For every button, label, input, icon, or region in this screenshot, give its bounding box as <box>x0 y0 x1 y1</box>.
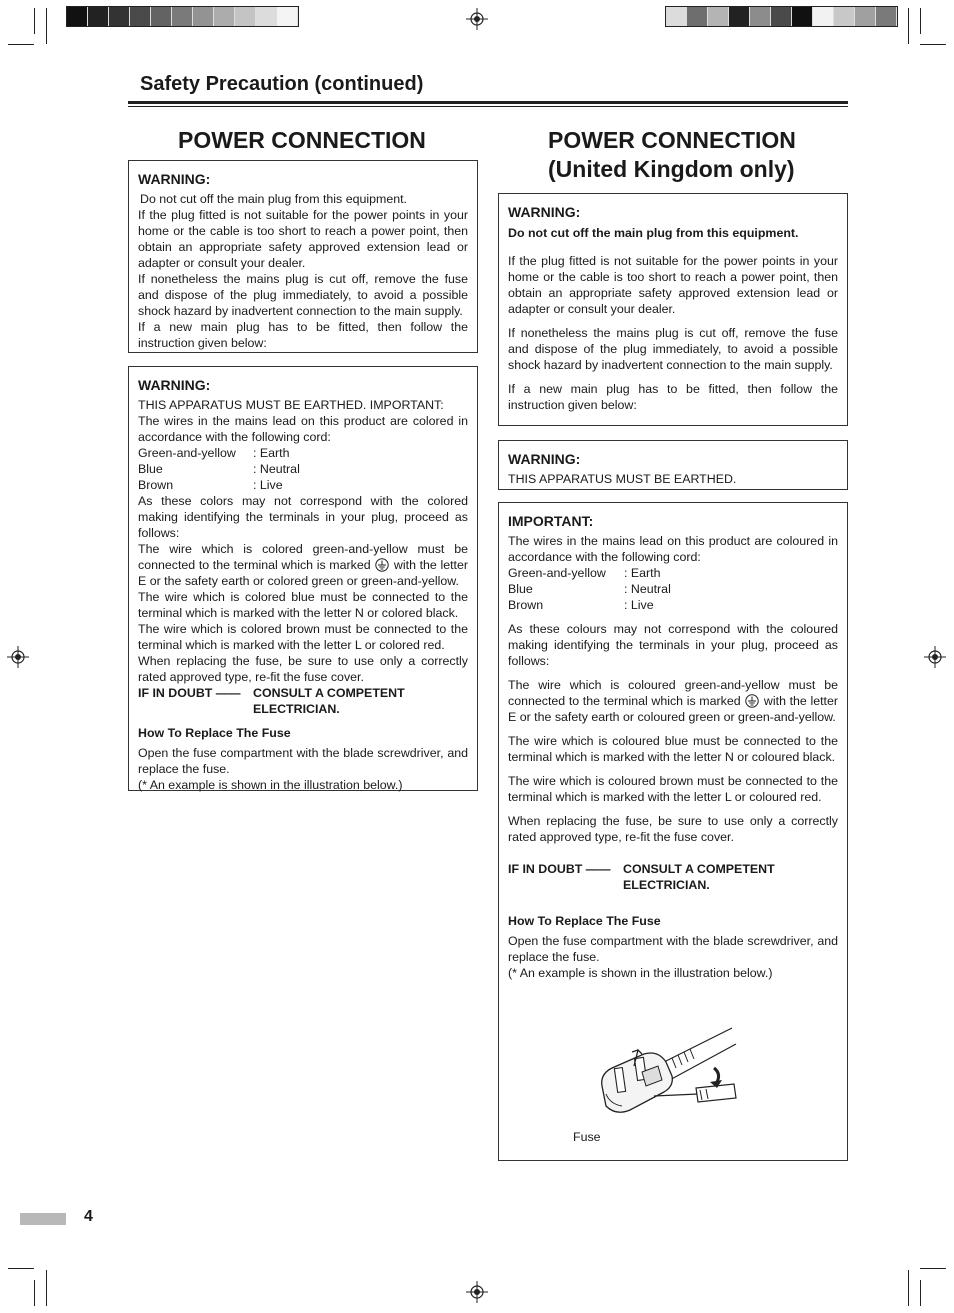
paragraph: If a new main plug has to be fitted, then follow the instruction given below: <box>138 320 468 350</box>
important-label: IMPORTANT: <box>508 513 594 529</box>
right-bar-swatch-8 <box>834 7 855 26</box>
paragraph: If the plug fitted is not suitable for the power points in your home or the cable is too short to reach a power point, then obtain an appropriate safety approved extension lead or adapter or consult your dealer. <box>138 208 468 270</box>
right-bar-swatch-0 <box>666 7 687 26</box>
paragraph: THIS APPARATUS MUST BE EARTHED. IMPORTANT: <box>138 398 444 412</box>
subheading: How To Replace The Fuse <box>508 914 661 928</box>
right-bar-swatch-7 <box>813 7 834 26</box>
plug-fuse-illustration <box>596 1024 740 1124</box>
paragraph: The wire which is colored green-and-yellow must be connected to the terminal which is marked with the letter E or the safety earth or colored green or green-and-yellow. <box>138 542 469 588</box>
paragraph: The wires in the mains lead on this product are coloured in accordance with the following cord: <box>508 534 838 564</box>
warning-label: WARNING: <box>508 451 581 467</box>
warning-label: WARNING: <box>508 204 581 220</box>
paragraph: Do not cut off the main plug from this equipment. <box>140 192 408 206</box>
paragraph: The wire which is coloured green-and-yellow must be connected to the terminal which is marked with the letter E or the safety earth or coloured green or green-and-yellow. <box>508 678 839 724</box>
paragraph: If nonetheless the mains plug is cut off, remove the fuse and dispose of the plug immediately, to avoid a possible shock hazard by inadvertent connection to the main supply. <box>138 272 468 318</box>
right-bar-swatch-10 <box>876 7 897 26</box>
left-bar-swatch-2 <box>109 7 130 26</box>
paragraph: As these colors may not correspond with the colored making identifying the terminals in your plug, proceed as follows: <box>138 494 468 540</box>
print-color-bar-left <box>66 6 299 27</box>
paragraph: The wire which is coloured blue must be connected to the terminal which is marked with the letter N or coloured black. <box>508 734 838 764</box>
wire-row: Brown : Live <box>508 598 654 612</box>
if-in-doubt-row: IF IN DOUBT —— CONSULT A COMPETENT ELECTRICIAN. <box>138 686 405 716</box>
wire-row: Blue : Neutral <box>508 582 671 596</box>
left-bar-swatch-5 <box>172 7 193 26</box>
paragraph: If a new main plug has to be fitted, then follow the instruction given below: <box>508 382 838 412</box>
left-page-title: POWER CONNECTION <box>178 127 426 153</box>
right-bar-swatch-1 <box>687 7 708 26</box>
paragraph: Open the fuse compartment with the blade screwdriver, and replace the fuse. <box>138 746 468 776</box>
page-number: 4 <box>84 1208 93 1225</box>
left-bar-swatch-9 <box>256 7 277 26</box>
paragraph: The wires in the mains lead on this product are colored in accordance with the following cord: <box>138 414 468 444</box>
left-bar-swatch-10 <box>277 7 298 26</box>
paragraph: The wire which is colored brown must be connected to the terminal which is marked with the letter L or colored red. <box>138 622 468 652</box>
earth-symbol-icon <box>375 558 389 572</box>
paragraph: Do not cut off the main plug from this equipment. <box>508 226 799 240</box>
print-color-bar-right <box>665 6 898 27</box>
paragraph: THIS APPARATUS MUST BE EARTHED. <box>508 472 737 486</box>
right-bar-swatch-6 <box>792 7 813 26</box>
right-warning-box-1 <box>498 193 848 426</box>
header-rule-thick <box>128 101 848 104</box>
left-bar-swatch-3 <box>130 7 151 26</box>
wire-row: Brown : Live <box>138 478 283 492</box>
right-bar-swatch-3 <box>729 7 750 26</box>
section-header: Safety Precaution (continued) <box>140 73 424 95</box>
subheading: How To Replace The Fuse <box>138 726 291 740</box>
paragraph: Open the fuse compartment with the blade screwdriver, and replace the fuse. <box>508 934 838 964</box>
left-warning-box-2 <box>128 366 478 791</box>
paragraph: As these colours may not correspond with the coloured making identifying the terminals in your plug, proceed as follows: <box>508 622 838 668</box>
right-bar-swatch-5 <box>771 7 792 26</box>
paragraph: If the plug fitted is not suitable for the power points in your home or the cable is too short to reach a power point, then obtain an appropriate safety approved extension lead or adapter or consult your dealer. <box>508 254 838 316</box>
right-bar-swatch-9 <box>855 7 876 26</box>
left-bar-swatch-8 <box>235 7 256 26</box>
left-bar-swatch-0 <box>67 7 88 26</box>
left-warning-box-1 <box>128 160 478 353</box>
right-bar-swatch-4 <box>750 7 771 26</box>
wire-row: Green-and-yellow : Earth <box>508 566 661 580</box>
right-warning-box-2 <box>498 440 848 490</box>
paragraph: When replacing the fuse, be sure to use only a correctly rated approved type, re-fit the fuse cover. <box>138 654 468 684</box>
left-bar-swatch-6 <box>193 7 214 26</box>
paragraph: If nonetheless the mains plug is cut off, remove the fuse and dispose of the plug immediately, to avoid a possible shock hazard by inadvertent connection to the main supply. <box>508 326 838 372</box>
paragraph: (* An example is shown in the illustration below.) <box>508 966 773 980</box>
wire-row: Green-and-yellow : Earth <box>138 446 290 460</box>
paragraph: When replacing the fuse, be sure to use only a correctly rated approved type, re-fit the fuse cover. <box>508 814 838 844</box>
wire-row: Blue : Neutral <box>138 462 300 476</box>
paragraph: The wire which is colored blue must be connected to the terminal which is marked with the letter N or colored black. <box>138 590 468 620</box>
registration-mark-bottom-icon <box>466 1281 488 1303</box>
if-in-doubt-row: IF IN DOUBT —— CONSULT A COMPETENT ELECTRICIAN. <box>508 862 775 892</box>
right-bar-swatch-2 <box>708 7 729 26</box>
earth-symbol-icon <box>745 694 759 708</box>
page-number-bar <box>20 1213 66 1225</box>
left-bar-swatch-1 <box>88 7 109 26</box>
warning-label: WARNING: <box>138 377 211 393</box>
registration-mark-top-icon <box>466 8 488 30</box>
left-bar-swatch-7 <box>214 7 235 26</box>
paragraph: The wire which is coloured brown must be connected to the terminal which is marked with the letter L or coloured red. <box>508 774 838 804</box>
left-bar-swatch-4 <box>151 7 172 26</box>
right-page-title: POWER CONNECTION (United Kingdom only) <box>548 127 796 182</box>
header-rule-thin <box>128 106 848 107</box>
registration-mark-right-icon <box>924 646 946 668</box>
paragraph: (* An example is shown in the illustration below.) <box>138 778 403 792</box>
warning-label: WARNING: <box>138 171 211 187</box>
registration-mark-left-icon <box>7 646 29 668</box>
fuse-label: Fuse <box>573 1130 601 1144</box>
